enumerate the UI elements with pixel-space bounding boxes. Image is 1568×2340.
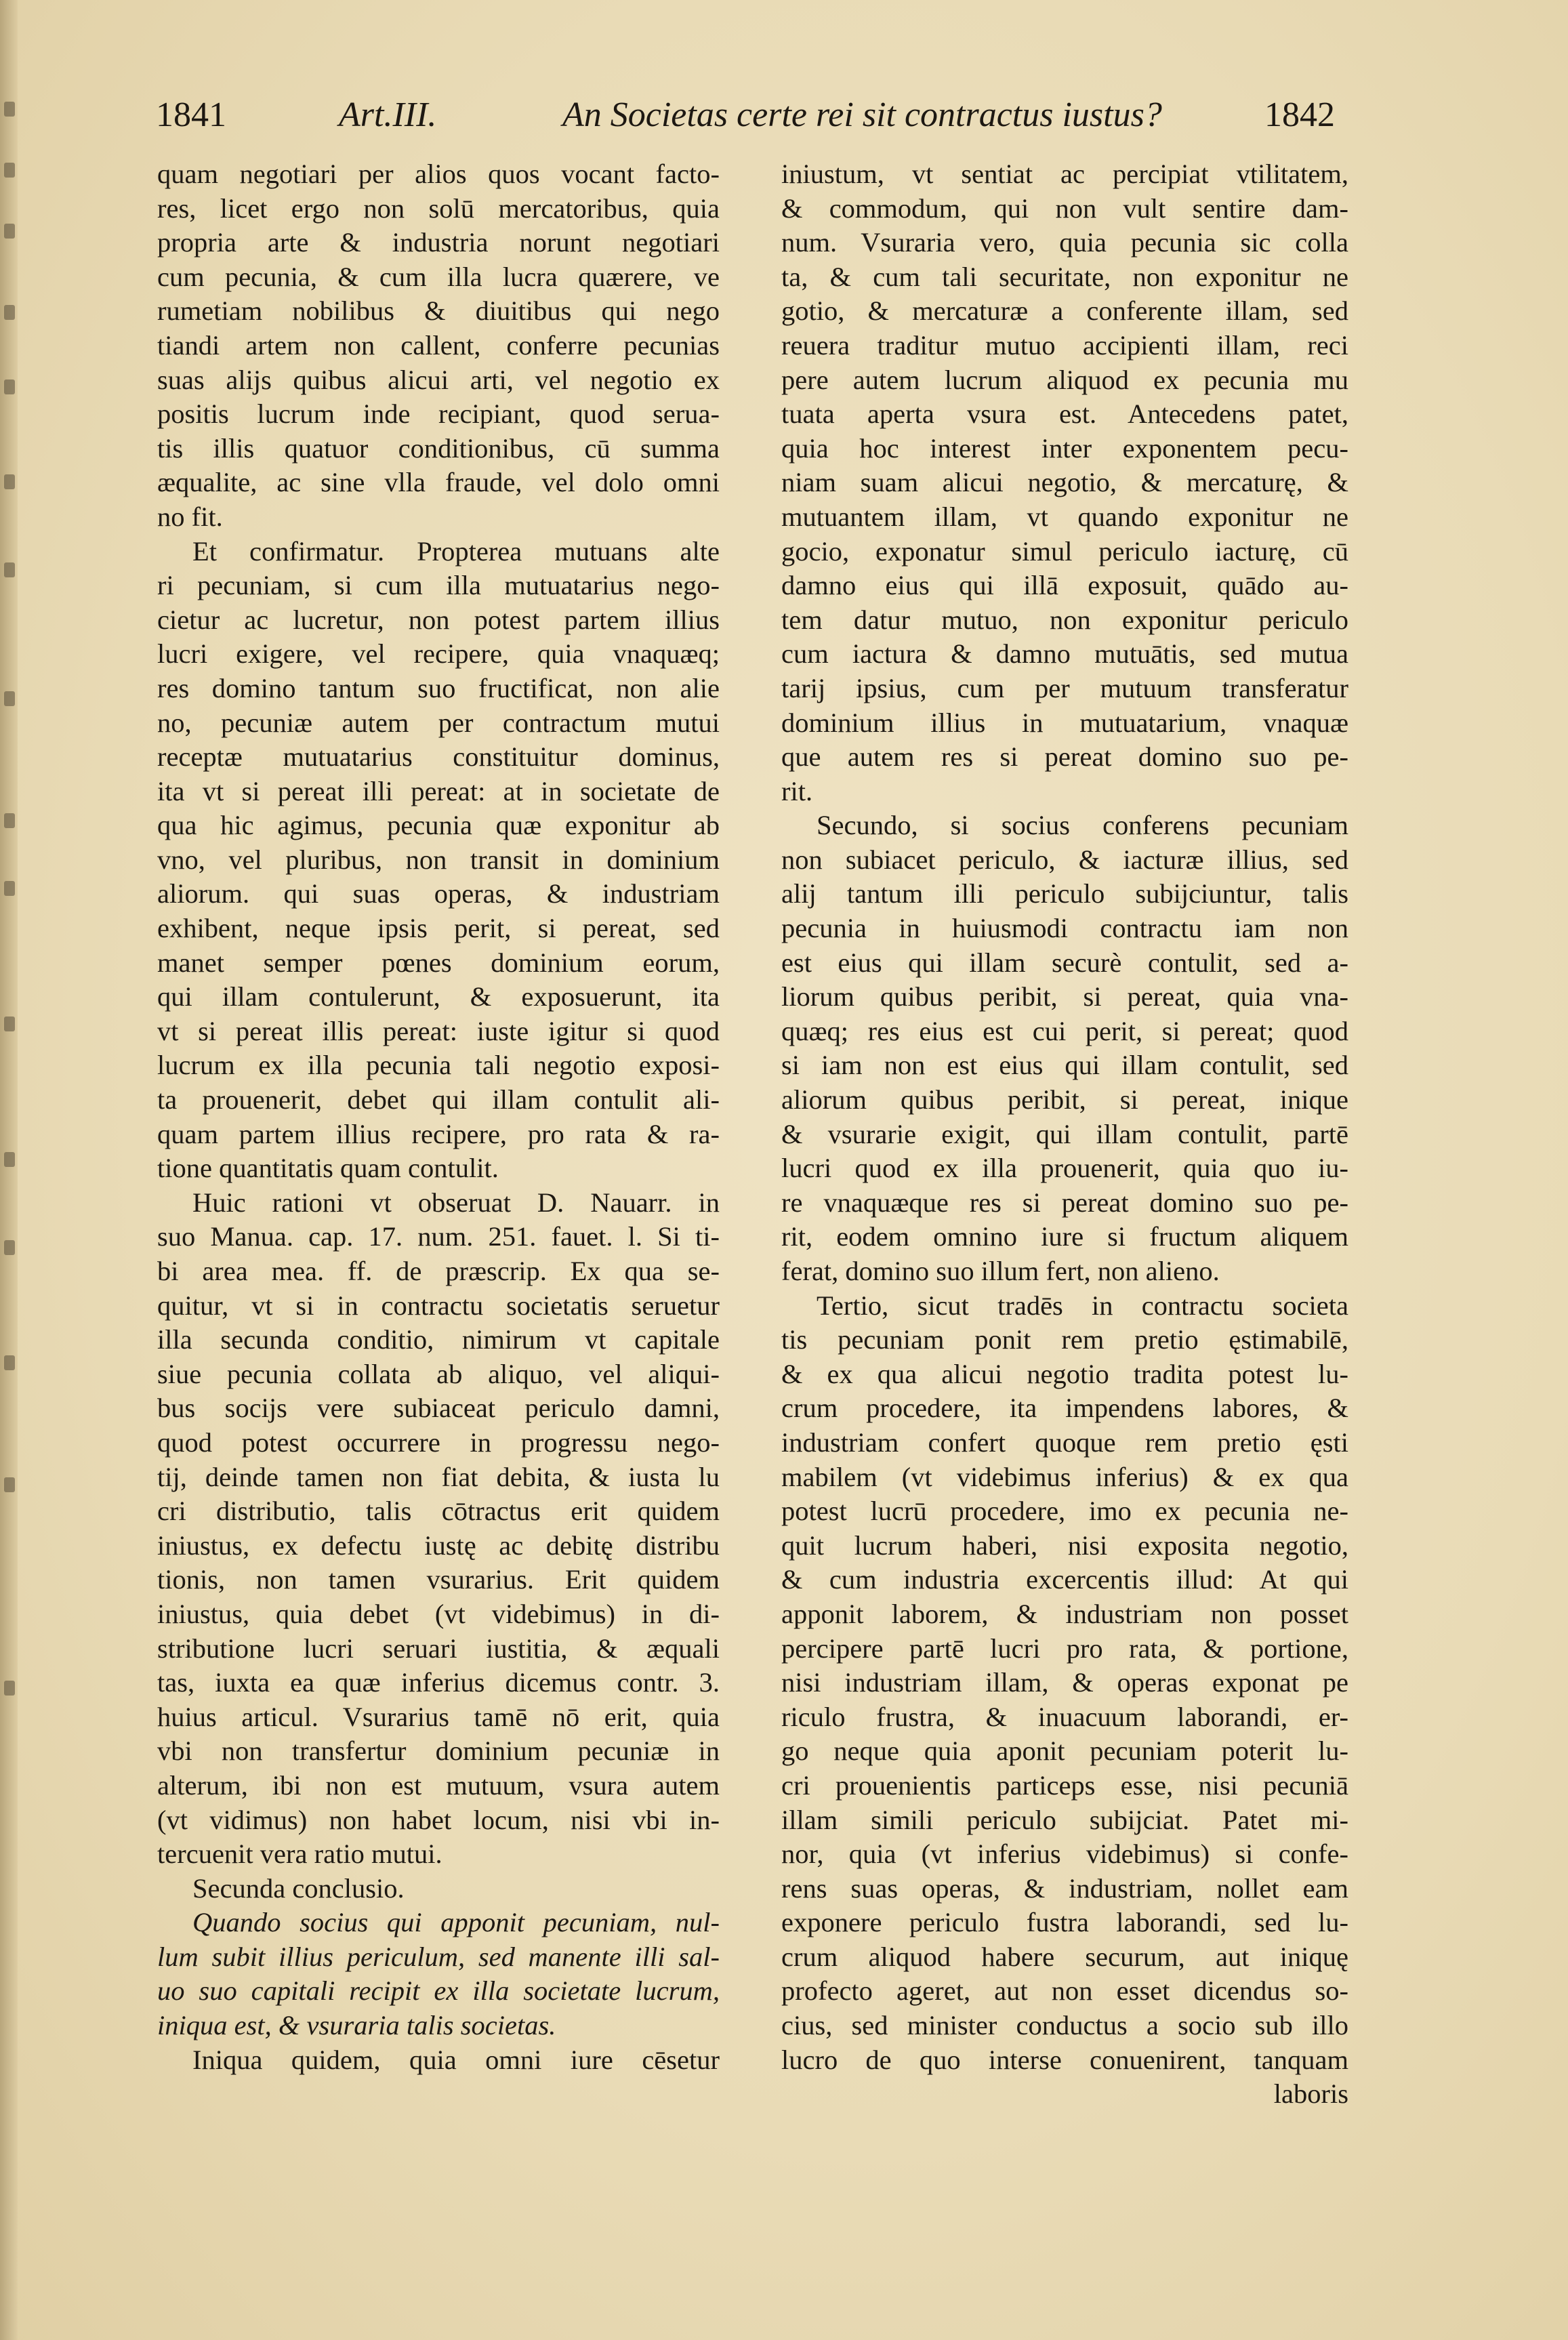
text-line: huius articul. Vsurarius tamē nō erit, quia	[157, 1701, 720, 1732]
text-line: iniqua est, & vsuraria talis societas.	[157, 2010, 556, 2041]
text-line: quitur, vt si in contractu societatis seruetur	[157, 1290, 720, 1321]
text-line: Secunda conclusio.	[192, 1872, 405, 1904]
text-line: mabilem (vt videbimus inferius) & ex qua	[781, 1461, 1348, 1492]
text-line: vt si pereat illis pereat: iuste igitur si quod	[157, 1015, 720, 1046]
text-line: propria arte & industria norunt negotiari	[157, 227, 720, 258]
text-line: quod potest occurrere in progressu nego-	[157, 1426, 720, 1458]
text-line: lucrum ex illa pecunia tali negotio exposi-	[157, 1050, 720, 1081]
text-line: quia hoc interest inter exponentem pecu-	[781, 432, 1348, 464]
text-line: gocio, exponatur simul periculo iacturę, cū	[781, 535, 1348, 567]
text-line: ita vt si pereat illi pereat: at in societate de	[157, 775, 720, 806]
text-line: est eius qui illam securè contulit, sed a-	[781, 947, 1348, 978]
text-line: reuera traditur mutuo accipienti illam, reci	[781, 329, 1348, 361]
text-line: crum procedere, ita impendens labores, &	[781, 1393, 1348, 1424]
text-line: qua hic agimus, pecunia quæ exponitur ab	[157, 810, 720, 841]
ink-smudge	[157, 2099, 239, 2124]
text-line: iniustus, quia debet (vt videbimus) in di-	[157, 1598, 720, 1629]
text-line: apponit laborem, & industriam non posset	[781, 1598, 1348, 1629]
text-line: go neque quia aponit pecuniam poterit lu-	[781, 1736, 1348, 1767]
text-line: uo suo capitali recipit ex illa societate lucrum,	[157, 1975, 720, 2007]
text-line: rumetiam nobilibus & diuitibus qui nego	[157, 295, 720, 327]
text-line: vno, vel pluribus, non transit in dominium	[157, 844, 720, 875]
text-line: stributione lucri seruari iustitia, & æquali	[157, 1633, 720, 1664]
running-header	[156, 88, 1335, 142]
text-line: damno eius qui illā exposuit, quādo au-	[781, 570, 1348, 601]
text-line: & cum industria excercentis illud: At qui	[781, 1564, 1348, 1595]
text-line: que autem res si pereat domino suo pe-	[781, 741, 1348, 773]
text-line: ta, & cum tali securitate, non exponitur ne	[781, 261, 1348, 292]
text-line: tij, deinde tamen non fiat debita, & iusta lu	[157, 1461, 720, 1492]
text-line: illa secunda conditio, nimirum vt capitale	[157, 1324, 720, 1355]
text-line: quit lucrum haberi, nisi exposita negotio,	[781, 1530, 1348, 1561]
text-line: iniustum, vt sentiat ac percipiat vtilitatem,	[781, 159, 1348, 189]
text-line: exponere periculo fustra laborandi, sed lu-	[781, 1907, 1348, 1938]
text-line: suo Manua. cap. 17. num. 251. fauet. l. Si ti-	[157, 1221, 720, 1252]
text-line: laboris	[1273, 2078, 1348, 2110]
text-line: tione quantitatis quam contulit.	[157, 1153, 499, 1184]
text-line: Et confirmatur. Propterea mutuans alte	[192, 535, 720, 567]
text-line: bus socijs vere subiaceat periculo damni,	[157, 1393, 720, 1424]
text-line: & ex qua alicui negotio tradita potest lu-	[781, 1358, 1348, 1389]
text-line: tas, iuxta ea quæ inferius dicemus contr. 3.	[157, 1667, 720, 1698]
text-line: tis pecuniam ponit rem pretio ęstimabilē,	[781, 1324, 1348, 1355]
text-line: tarij ipsius, cum per mutuum transferatur	[781, 672, 1348, 703]
text-line: cri distributio, talis cōtractus erit quidem	[157, 1496, 720, 1527]
text-line: Quando socius qui apponit pecuniam, nul-	[192, 1907, 720, 1938]
text-line: cum iactura & damno mutuātis, sed mutua	[781, 638, 1348, 670]
text-line: no fit.	[157, 501, 223, 532]
text-line: positis lucrum inde recipiant, quod serua-	[157, 398, 720, 430]
text-line: rens suas operas, & industriam, nollet eam	[781, 1872, 1348, 1904]
text-line: qui illam contulerunt, & exposuerunt, ita	[157, 981, 720, 1012]
text-line: Tertio, sicut tradēs in contractu societa	[817, 1290, 1348, 1321]
text-line: si iam non est eius qui illam contulit, sed	[781, 1050, 1348, 1081]
text-line: nor, quia (vt inferius videbimus) si confe-	[781, 1839, 1348, 1870]
text-line: vbi non transfertur dominium pecuniæ in	[157, 1736, 720, 1767]
text-line: manet semper pœnes dominium eorum,	[157, 947, 720, 978]
text-line: aliorum. qui suas operas, & industriam	[157, 878, 720, 909]
text-line: crum aliquod habere securum, aut iniquę	[781, 1941, 1348, 1972]
text-line: tiandi artem non callent, conferre pecunias	[157, 329, 720, 361]
text-line: æqualite, ac sine vlla fraude, vel dolo omni	[157, 467, 720, 498]
text-line: Iniqua quidem, quia omni iure cēsetur	[192, 2044, 720, 2075]
text-line: ferat, domino suo illum fert, non alieno.	[781, 1256, 1220, 1286]
text-line: rit, eodem omnino iure si fructum aliquem	[781, 1221, 1348, 1252]
text-line: exhibent, neque ipsis perit, si pereat, sed	[157, 913, 720, 944]
text-line: & vsurarie exigit, qui illam contulit, partē	[781, 1118, 1348, 1149]
text-line: Secundo, si socius conferens pecuniam	[817, 810, 1348, 841]
text-line: mutuantem illam, vt quando exponitur ne	[781, 501, 1348, 532]
text-line: Huic rationi vt obseruat D. Nauarr. in	[192, 1187, 720, 1218]
text-line: potest lucrū procedere, imo ex pecunia ne-	[781, 1496, 1348, 1527]
text-line: siue pecunia collata ab aliquo, vel aliqui-	[157, 1358, 720, 1389]
text-line: industriam confert quoque rem pretio ęsti	[781, 1426, 1348, 1458]
text-line: & commodum, qui non vult sentire dam-	[781, 192, 1348, 224]
text-line: cri prouenientis particeps esse, nisi pecuniā	[781, 1769, 1348, 1801]
text-line: lum subit illius periculum, sed manente illi sal-	[157, 1941, 720, 1972]
text-line: riculo frustra, & inuacuum laborandi, er-	[781, 1701, 1348, 1732]
text-line: cum pecunia, & cum illa lucra quærere, ve	[157, 261, 720, 292]
text-line: percipere partē lucri pro rata, & portione,	[781, 1633, 1348, 1664]
text-line: lucri quod ex illa prouenerit, quia quo iu-	[781, 1153, 1348, 1184]
text-line: quam negotiari per alios quos vocant facto-	[157, 159, 720, 189]
text-line: profecto ageret, aut non esset dicendus so-	[781, 1975, 1348, 2007]
text-line: nisi industriam illam, & operas exponat pe	[781, 1667, 1348, 1698]
page-number-right: 1842	[1264, 96, 1335, 134]
text-line: alij tantum illi periculo subijciuntur, talis	[781, 878, 1348, 909]
text-line: res domino tantum suo fructificat, non alie	[157, 672, 720, 703]
right-text-column	[781, 157, 1348, 2112]
text-line: (vt vidimus) non habet locum, nisi vbi in-	[157, 1804, 720, 1835]
text-line: iniustus, ex defectu iustę ac debitę distribu	[157, 1530, 720, 1561]
text-line: tis illis quatuor conditionibus, cū summa	[157, 432, 720, 464]
text-line: cietur ac lucretur, non potest partem illius	[157, 604, 720, 635]
text-line: lucro de quo interse conuenirent, tanquam	[781, 2044, 1348, 2075]
text-line: lucri exigere, vel recipere, quia vnaquæq;	[157, 638, 720, 670]
text-line: ri pecuniam, si cum illa mutuatarius nego-	[157, 570, 720, 601]
text-line: bi area mea. ff. de præscrip. Ex qua se-	[157, 1256, 720, 1286]
text-line: num. Vsuraria vero, quia pecunia sic colla	[781, 227, 1348, 258]
text-line: illam simili periculo subijciat. Patet mi-	[781, 1804, 1348, 1835]
text-line: tercuenit vera ratio mutui.	[157, 1839, 442, 1870]
text-line: cius, sed minister conductus a socio sub illo	[781, 2010, 1348, 2041]
text-line: quam partem illius recipere, pro rata & ra-	[157, 1118, 720, 1149]
text-line: tuata aperta vsura est. Antecedens patet,	[781, 398, 1348, 430]
text-line: non subiacet periculo, & iacturæ illius, sed	[781, 844, 1348, 875]
text-line: gotio, & mercaturæ a conferente illam, sed	[781, 295, 1348, 327]
text-line: receptæ mutuatarius constituitur dominus,	[157, 741, 720, 773]
text-line: pere autem lucrum aliquod ex pecunia mu	[781, 364, 1348, 395]
text-line: quæq; res eius est cui perit, si pereat; quod	[781, 1015, 1348, 1046]
text-line: re vnaquæque res si pereat domino suo pe-	[781, 1187, 1348, 1218]
text-line: aliorum quibus peribit, si pereat, inique	[781, 1084, 1348, 1115]
binding-gutter	[0, 0, 18, 2340]
text-line: no, pecuniæ autem per contractum mutui	[157, 707, 720, 738]
left-text-column	[157, 157, 720, 2077]
text-line: tionis, non tamen vsurarius. Erit quidem	[157, 1564, 720, 1595]
text-line: pecunia in huiusmodi contractu iam non	[781, 913, 1348, 944]
running-title: An Societas certe rei sit contractus iustus?	[562, 96, 1162, 134]
text-line: rit.	[781, 775, 813, 806]
text-line: res, licet ergo non solū mercatoribus, quia	[157, 192, 720, 224]
text-line: liorum quibus peribit, si pereat, quia vna-	[781, 981, 1348, 1012]
text-line: tem datur mutuo, non exponitur periculo	[781, 604, 1348, 635]
text-line: niam suam alicui negotio, & mercaturę, &	[781, 467, 1348, 498]
text-line: dominium illius in mutuatarium, vnaquæ	[781, 707, 1348, 738]
text-line: ta prouenerit, debet qui illam contulit ali-	[157, 1084, 720, 1115]
text-line: suas alijs quibus alicui arti, vel negotio ex	[157, 364, 720, 395]
page-number-left: 1841	[156, 96, 226, 134]
article-label: Art.III.	[339, 96, 437, 134]
text-line: alterum, ibi non est mutuum, vsura autem	[157, 1769, 720, 1801]
